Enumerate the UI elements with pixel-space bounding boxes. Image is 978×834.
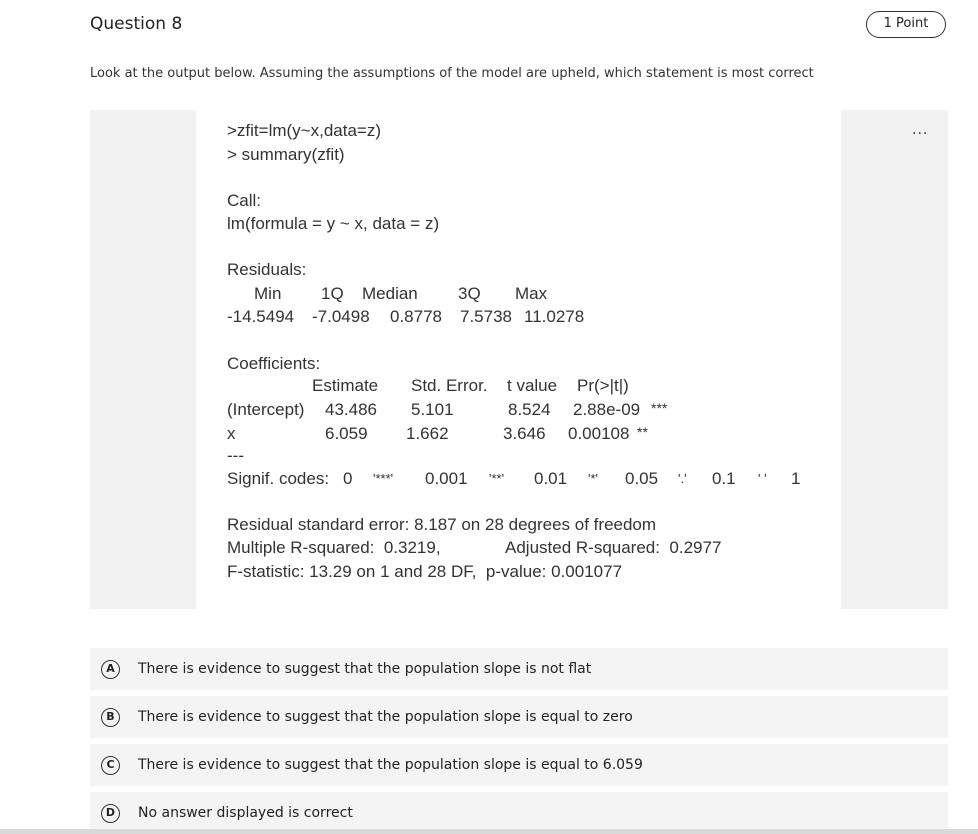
residual-std-error: Residual standard error: 8.187 on 28 degrees of freedom bbox=[227, 515, 657, 534]
option-b[interactable] bbox=[90, 696, 948, 738]
signif-codes: 0.1 bbox=[712, 469, 736, 488]
coef-sig: *** bbox=[651, 400, 668, 416]
coef-header: t value bbox=[507, 376, 558, 395]
signif-codes: '*' bbox=[588, 471, 599, 486]
option-d-label: No answer displayed is correct bbox=[138, 805, 353, 821]
coef-p: 2.88e-09 bbox=[573, 400, 641, 419]
residual-header: 1Q bbox=[321, 284, 344, 303]
points-badge: 1 Point bbox=[866, 11, 946, 38]
coef-se: 1.662 bbox=[406, 424, 449, 443]
residual-value: 11.0278 bbox=[524, 307, 585, 326]
question-prompt: Look at the output below. Assuming the assumptions of the model are upheld, which statement is most correct bbox=[90, 66, 814, 81]
option-b-letter: B bbox=[101, 708, 120, 727]
f-statistic: F-statistic: 13.29 on 1 and 28 DF, p-value: 0.001077 bbox=[227, 562, 623, 581]
call-label: Call: bbox=[227, 191, 262, 210]
coef-name: (Intercept) bbox=[227, 400, 305, 419]
residuals-label: Residuals: bbox=[227, 260, 307, 279]
multiple-r-squared: Multiple R-squared: 0.3219, bbox=[227, 538, 441, 557]
residual-value: -14.5494 bbox=[227, 307, 295, 326]
adjusted-r-squared: Adjusted R-squared: 0.2977 bbox=[505, 538, 722, 557]
signif-codes: '.' bbox=[678, 471, 687, 486]
option-c[interactable] bbox=[90, 744, 948, 786]
residual-header: Max bbox=[515, 284, 548, 303]
option-a-letter: A bbox=[101, 660, 120, 679]
residual-value: 7.5738 bbox=[460, 307, 512, 326]
option-c-letter: C bbox=[101, 756, 120, 775]
coef-header: Estimate bbox=[312, 376, 379, 395]
coef-name: x bbox=[227, 424, 236, 443]
signif-codes: 0 bbox=[343, 469, 353, 488]
coef-se: 5.101 bbox=[411, 400, 454, 419]
image-panel-left bbox=[90, 110, 196, 609]
signif-codes: 0.001 bbox=[425, 469, 468, 488]
more-options-icon[interactable]: ... bbox=[912, 122, 929, 138]
residual-value: 0.8778 bbox=[390, 307, 442, 326]
coefficients-label: Coefficients: bbox=[227, 354, 321, 373]
call-formula: lm(formula = y ~ x, data = z) bbox=[227, 214, 440, 233]
signif-codes: '***' bbox=[373, 471, 394, 486]
signif-codes: 0.01 bbox=[534, 469, 568, 488]
image-panel-right bbox=[841, 110, 948, 609]
signif-codes: Signif. codes: bbox=[227, 469, 330, 488]
option-c-label: There is evidence to suggest that the population slope is equal to 6.059 bbox=[138, 757, 643, 773]
option-b-label: There is evidence to suggest that the population slope is equal to zero bbox=[138, 709, 633, 725]
coef-p: 0.00108 bbox=[568, 424, 630, 443]
signif-codes: ' ' bbox=[758, 471, 767, 486]
horizontal-scrollbar[interactable] bbox=[0, 829, 978, 834]
r-command: >zfit=lm(y~x,data=z) bbox=[227, 121, 382, 140]
separator: --- bbox=[227, 446, 244, 465]
signif-codes: '**' bbox=[489, 471, 505, 486]
residual-header: Min bbox=[254, 284, 282, 303]
residual-header: Median bbox=[362, 284, 418, 303]
question-title: Question 8 bbox=[90, 14, 183, 34]
coef-t: 8.524 bbox=[508, 400, 551, 419]
coef-estimate: 43.486 bbox=[325, 400, 377, 419]
residual-header: 3Q bbox=[458, 284, 481, 303]
coef-header: Std. Error. bbox=[411, 376, 488, 395]
option-d[interactable] bbox=[90, 792, 948, 834]
coef-t: 3.646 bbox=[503, 424, 546, 443]
option-d-letter: D bbox=[101, 804, 120, 823]
signif-codes: 0.05 bbox=[625, 469, 659, 488]
residual-value: -7.0498 bbox=[312, 307, 370, 326]
signif-codes: 1 bbox=[791, 469, 801, 488]
coef-sig: ** bbox=[637, 424, 648, 440]
option-a-label: There is evidence to suggest that the population slope is not flat bbox=[138, 661, 592, 677]
r-command: > summary(zfit) bbox=[227, 145, 345, 164]
coef-header: Pr(>|t|) bbox=[577, 376, 629, 395]
option-a[interactable] bbox=[90, 648, 948, 690]
coef-estimate: 6.059 bbox=[325, 424, 368, 443]
